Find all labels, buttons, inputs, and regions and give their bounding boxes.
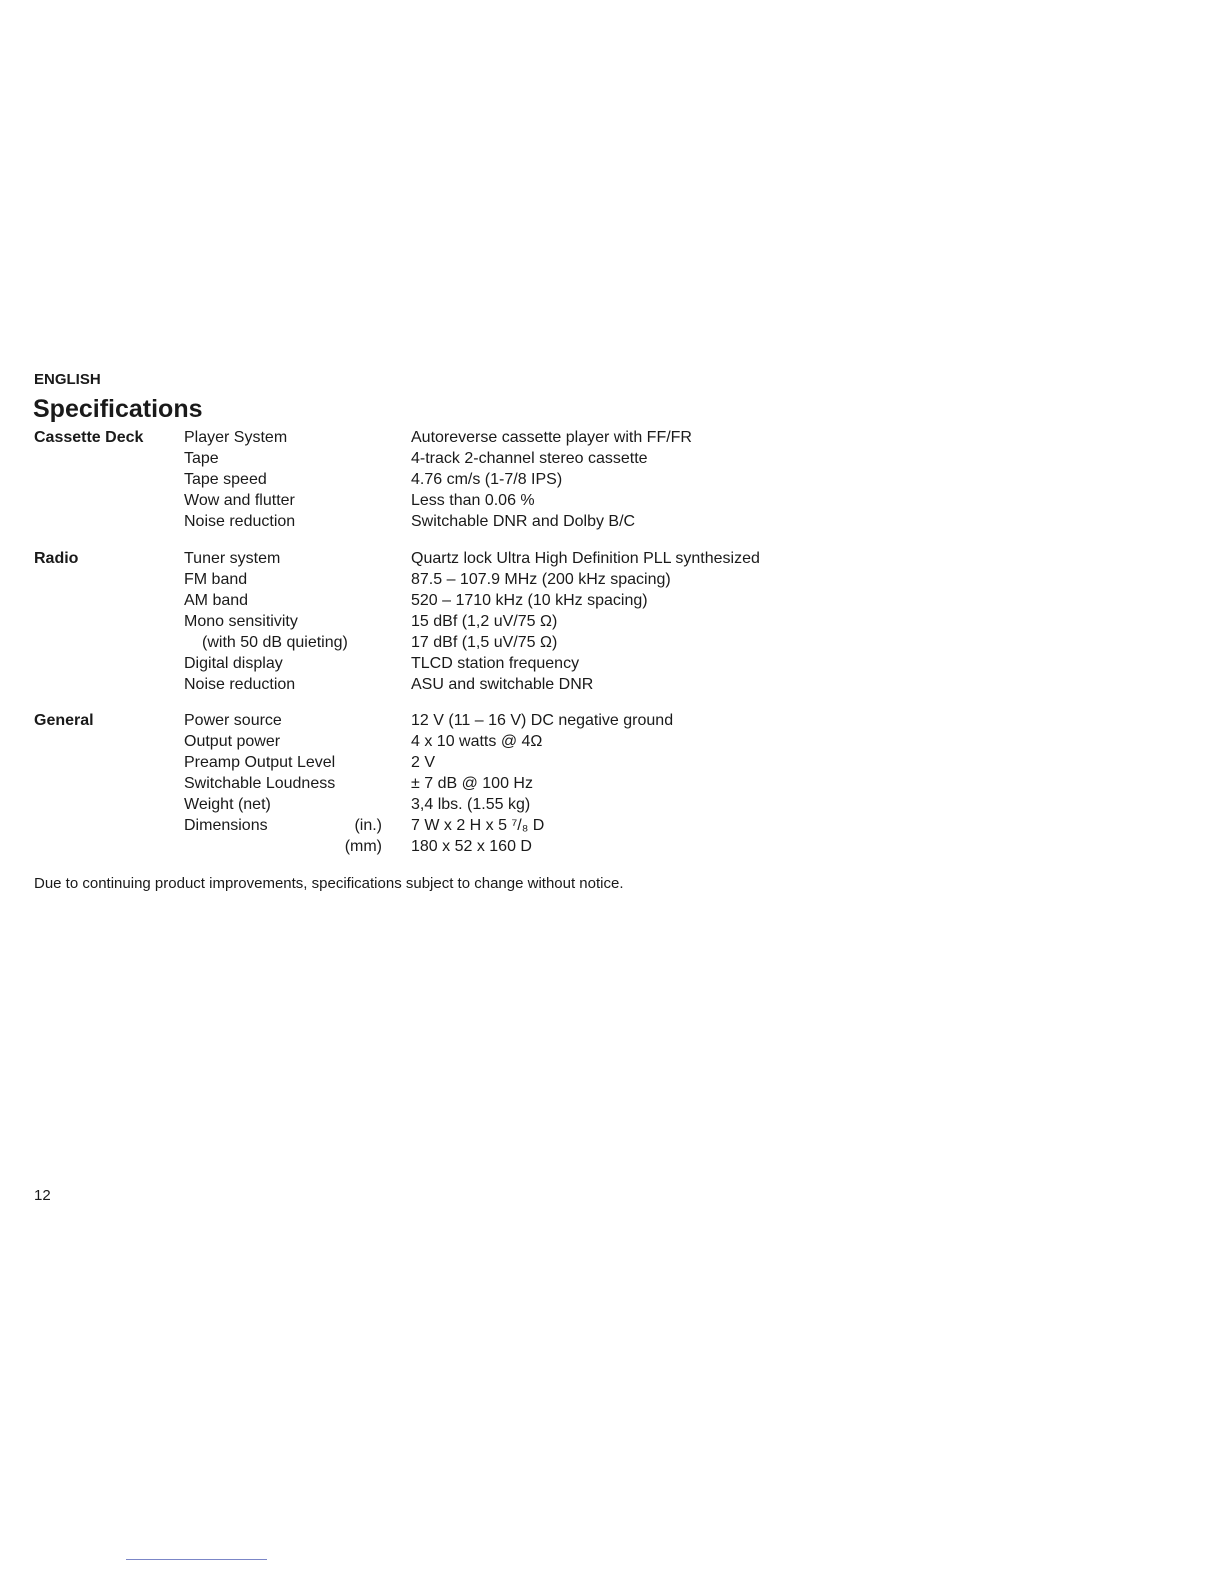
section-label: Cassette Deck — [34, 429, 144, 446]
spec-value: Autoreverse cassette player with FF/FR — [411, 429, 692, 446]
spec-value: 4.76 cm/s (1-7/8 IPS) — [411, 471, 563, 488]
spec-value: 12 V (11 – 16 V) DC negative ground — [411, 712, 674, 729]
spec-value: 17 dBf (1,5 uV/75 Ω) — [411, 634, 558, 651]
page-title: Specifications — [33, 395, 203, 423]
page-number: 12 — [34, 1187, 51, 1204]
spec-param: Wow and flutter — [184, 492, 295, 509]
spec-row — [0, 450, 1224, 471]
spec-param: Mono sensitivity — [184, 613, 298, 630]
spec-param: Switchable Loudness — [184, 775, 336, 792]
spec-value: Less than 0.06 % — [411, 492, 535, 509]
spec-row — [0, 471, 1224, 492]
spec-param: Tape — [184, 450, 219, 467]
disclaimer-note: Due to continuing product improvements, specifications subject to change without notice. — [34, 875, 624, 892]
spec-unit: (mm) — [344, 838, 382, 855]
spec-row — [0, 754, 1224, 775]
spec-param: Player System — [184, 429, 288, 446]
spec-row — [0, 796, 1224, 817]
spec-row — [0, 613, 1224, 634]
spec-value: 4 x 10 watts @ 4Ω — [411, 733, 543, 750]
spec-param: Power source — [184, 712, 282, 729]
spec-row — [0, 676, 1224, 697]
spec-value: Switchable DNR and Dolby B/C — [411, 513, 636, 530]
section-label: General — [34, 712, 94, 729]
language-label: ENGLISH — [34, 371, 101, 388]
spec-param: Dimensions — [184, 817, 268, 834]
spec-value: TLCD station frequency — [411, 655, 580, 672]
spec-row — [0, 550, 1224, 571]
spec-param: Preamp Output Level — [184, 754, 336, 771]
spec-row — [0, 775, 1224, 796]
spec-param: (with 50 dB quieting) — [202, 634, 348, 651]
spec-value: 2 V — [411, 754, 436, 771]
spec-param: Weight (net) — [184, 796, 271, 813]
spec-row — [0, 513, 1224, 534]
spec-value: 4-track 2-channel stereo cassette — [411, 450, 648, 467]
spec-param: FM band — [184, 571, 248, 588]
spec-value: 3,4 lbs. (1.55 kg) — [411, 796, 531, 813]
spec-value: 15 dBf (1,2 uV/75 Ω) — [411, 613, 558, 630]
spec-param: Noise reduction — [184, 513, 296, 530]
spec-param: Digital display — [184, 655, 283, 672]
spec-value: 7 W x 2 H x 5 ⁷/₈ D — [411, 817, 545, 834]
spec-row — [0, 571, 1224, 592]
spec-unit: (in.) — [354, 817, 382, 834]
spec-row — [0, 429, 1224, 450]
spec-row — [0, 712, 1224, 733]
spec-value: Quartz lock Ultra High Definition PLL synthesized — [411, 550, 760, 567]
spec-row — [0, 733, 1224, 754]
spec-row — [0, 592, 1224, 613]
spec-param: Output power — [184, 733, 281, 750]
spec-value: ± 7 dB @ 100 Hz — [411, 775, 533, 792]
spec-value: 520 – 1710 kHz (10 kHz spacing) — [411, 592, 648, 609]
footer-rule — [126, 1559, 267, 1560]
spec-row — [0, 817, 1224, 838]
spec-param: Tape speed — [184, 471, 267, 488]
spec-value: 180 x 52 x 160 D — [411, 838, 532, 855]
spec-param: Noise reduction — [184, 676, 296, 693]
spec-row — [0, 655, 1224, 676]
spec-row — [0, 838, 1224, 859]
spec-row — [0, 492, 1224, 513]
spec-value: 87.5 – 107.9 MHz (200 kHz spacing) — [411, 571, 671, 588]
section-label: Radio — [34, 550, 79, 567]
spec-row — [0, 634, 1224, 655]
spec-param: AM band — [184, 592, 249, 609]
spec-param: Tuner system — [184, 550, 281, 567]
spec-value: ASU and switchable DNR — [411, 676, 594, 693]
